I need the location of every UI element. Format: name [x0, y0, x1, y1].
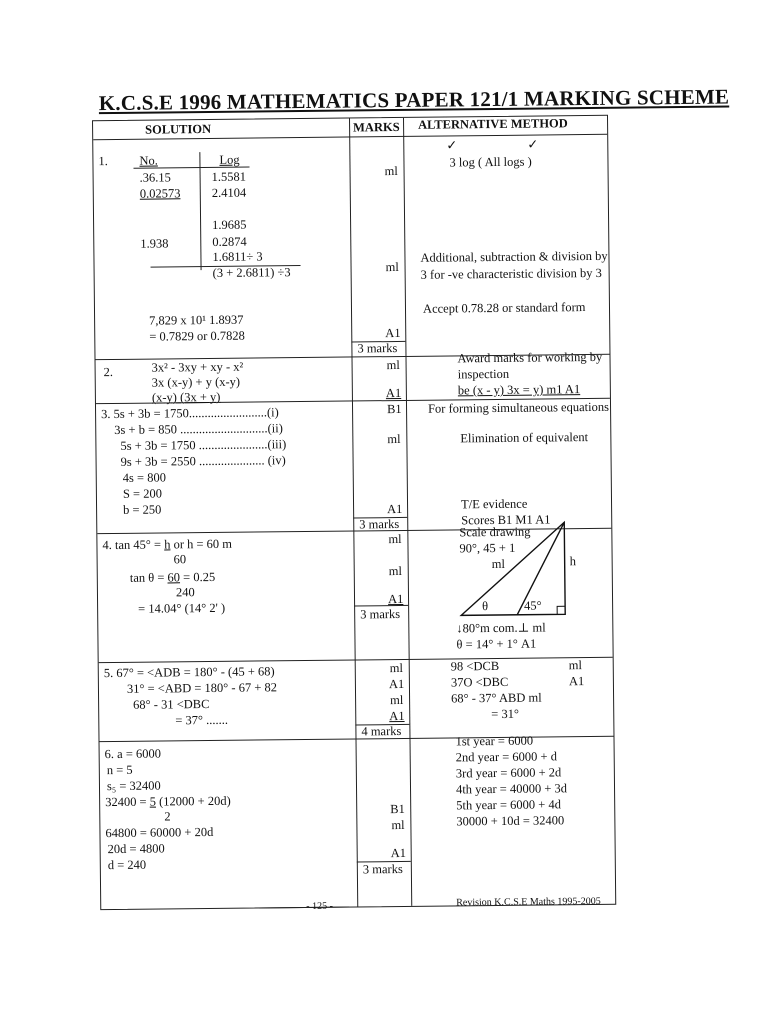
q6-line8: d = 240 [107, 857, 147, 873]
q4-alt-ml: ml [491, 556, 505, 572]
q2-alt-2: inspection [457, 366, 510, 382]
q2-line2: 3x (x-y) + y (x-y) [151, 374, 241, 390]
q1-r2-no: 0.02573 [139, 186, 181, 201]
q5-mark-4: A1 [389, 708, 405, 724]
q1-alt-1: 3 log ( All logs ) [449, 154, 532, 170]
q1-line8: = 0.7829 or 0.7828 [149, 328, 245, 344]
q3-total: 3 marks [359, 517, 400, 532]
q2-number: 2. [103, 364, 114, 380]
q6-line3: s₅ = 32400 [106, 778, 161, 794]
q5-alt-4: = 31° [491, 706, 520, 722]
q6-alt-5: 5th year = 6000 + 4d [456, 797, 561, 813]
q1-r5-log: 1.6811÷ 3 [212, 249, 263, 264]
q2-mark-2: A1 [385, 385, 402, 401]
q4-alt-45: 45° [524, 598, 542, 613]
q6-mark-2: ml [391, 817, 405, 833]
q3-alt-1: For forming simultaneous equations [427, 399, 609, 416]
q3-line1: 3. 5s + 3b = 1750.........................(i) [101, 405, 279, 422]
q5-alt-2-mark: A1 [568, 674, 585, 689]
header-solution: SOLUTION [145, 121, 212, 137]
q1-line7: 7,829 x 10¹ 1.8937 [149, 312, 244, 328]
q4-alt-3: ↓80°m com.⊥ ml [456, 620, 546, 636]
q5-mark-3: ml [390, 692, 404, 708]
q1-table-head-rule [134, 167, 250, 169]
q3-line5: 4s = 800 [122, 470, 166, 485]
scale-drawing-triangle [452, 518, 573, 619]
q6-alt-1: 1st year = 6000 [455, 733, 534, 749]
header-marks: MARKS [353, 119, 400, 135]
q3-mark-1: B1 [386, 401, 402, 417]
q3-mark-3: A1 [387, 501, 403, 517]
q2-mark-1: ml [386, 357, 400, 373]
q2-alt-1: Award marks for working by [457, 349, 603, 366]
q3-alt-3: T/E evidence [460, 496, 528, 512]
marking-table [92, 115, 616, 913]
q5-alt-2: 37O <DBC [450, 674, 509, 690]
q4-mark-2: ml [388, 563, 403, 579]
q1-number: 1. [98, 154, 108, 169]
q4-line1: 4. tan 45° = h or h = 60 m [102, 536, 233, 553]
q5-total: 4 marks [361, 723, 402, 739]
q4-line3: tan θ = 60 = 0.25 [129, 569, 216, 585]
q6-line1: 6. a = 6000 [104, 746, 162, 762]
q6-line5: 2 [164, 809, 171, 824]
q6-alt-3: 3rd year = 6000 + 2d [455, 765, 562, 781]
q6-alt-4: 4th year = 40000 + 3d [455, 781, 568, 797]
q1-mark-3: A1 [385, 325, 401, 341]
q5-alt-3: 68° - 37° ABD ml [451, 690, 542, 706]
q4-mark-3: A1 [387, 591, 404, 607]
q6-mark-1: B1 [390, 801, 405, 817]
col-divider-marks [403, 118, 412, 906]
footer-source: Revision K.C.S.E Maths 1995-2005 [456, 895, 601, 909]
q5-mark-2: A1 [388, 676, 405, 692]
q1-table-divider [199, 152, 201, 270]
q3-line6: S = 200 [122, 486, 163, 501]
page-title: K.C.S.E 1996 MATHEMATICS PAPER 121/1 MARKING SCHEME [98, 84, 730, 116]
q3-line7: b = 250 [123, 502, 162, 517]
q2-line3: (x-y) (3x + y) [151, 389, 221, 405]
page-number: - 125 - [306, 900, 333, 913]
q4-alt-4: θ = 14° + 1° A1 [456, 636, 537, 652]
q4-alt-theta: θ [482, 599, 489, 614]
q5-alt-1: 98 <DCB [450, 658, 500, 674]
q5-line4: = 37° ....... [175, 712, 229, 728]
q4-line2: 60 [173, 552, 187, 567]
q4-mark-1: ml [388, 531, 402, 547]
q6-line6: 64800 = 60000 + 20d [105, 824, 214, 841]
q1-r6-log: (3 + 2.6811) ÷3 [212, 265, 291, 280]
q1-r3-log: 1.9685 [212, 217, 247, 232]
q1-r4-log: 0.2874 [212, 234, 247, 249]
q2-alt-3: be (x - y) 3x = y) m1 A1 [457, 382, 581, 398]
q1-r2-log: 2.4104 [211, 185, 247, 200]
q4-total: 3 marks [360, 607, 401, 622]
q4-line4: 240 [175, 585, 195, 600]
q4-alt-1: Scale drawing [459, 524, 531, 540]
header-alternative: ALTERNATIVE METHOD [417, 116, 568, 132]
q2-line1: 3x² - 3xy + xy - x² [151, 359, 244, 375]
q5-alt-1-mark: ml [568, 658, 583, 673]
q6-mark-3: A1 [390, 845, 407, 861]
q6-alt-6: 30000 + 10d = 32400 [456, 813, 565, 829]
col-divider-solution [349, 119, 358, 907]
q1-r4-no: 1.938 [140, 236, 169, 251]
q5-mark-1: ml [389, 660, 404, 676]
q1-mark-1: ml [384, 164, 398, 179]
q1-col-log: Log [219, 152, 240, 167]
q4-alt-h: h [569, 554, 576, 569]
q6-line7: 20d = 4800 [107, 841, 165, 857]
q4-alt-2: 90°, 45 + 1 [459, 540, 516, 556]
q4-line5: = 14.04° (14° 2' ) [138, 600, 226, 616]
q5-line2: 31° = <ABD = 180° - 67 + 82 [126, 680, 278, 696]
q3-mark-2: ml [387, 431, 401, 447]
q5-line3: 68° - 31 <DBC [133, 697, 210, 712]
q3-line4: 9s + 3b = 2550 ..................... (iv) [120, 453, 286, 469]
q6-total: 3 marks [362, 861, 403, 877]
q3-alt-2: Elimination of equivalent [460, 430, 589, 446]
check-icon: ✓ [446, 137, 458, 153]
q1-alt-3: 3 for -ve characteristic division by 3 [420, 265, 602, 282]
q6-line4: 32400 = 5 (12000 + 20d) [105, 793, 231, 810]
footer-rule-left [259, 907, 349, 909]
q1-mark-2: ml [385, 260, 399, 275]
q1-alt-2: Additional, subtraction & division by [420, 248, 608, 265]
q1-total: 3 marks [357, 341, 398, 356]
q3-alt-4: Scores B1 M1 A1 [461, 512, 551, 528]
q5-line1: 5. 67° = <ADB = 180° - (45 + 68) [103, 664, 275, 681]
q6-alt-2: 2nd year = 6000 + d [455, 749, 558, 765]
q1-col-no: No. [139, 153, 158, 168]
check-icon: ✓ [527, 136, 539, 152]
q1-alt-4: Accept 0.78.28 or standard form [422, 300, 586, 316]
q3-line2: 3s + b = 850 ............................(ii) [114, 421, 283, 437]
q1-r1-no: .36.15 [139, 170, 171, 185]
q3-line3: 5s + 3b = 1750 ......................(iii) [120, 437, 287, 453]
q1-r1-log: 1.5581 [211, 169, 247, 184]
q6-line2: n = 5 [106, 762, 133, 778]
